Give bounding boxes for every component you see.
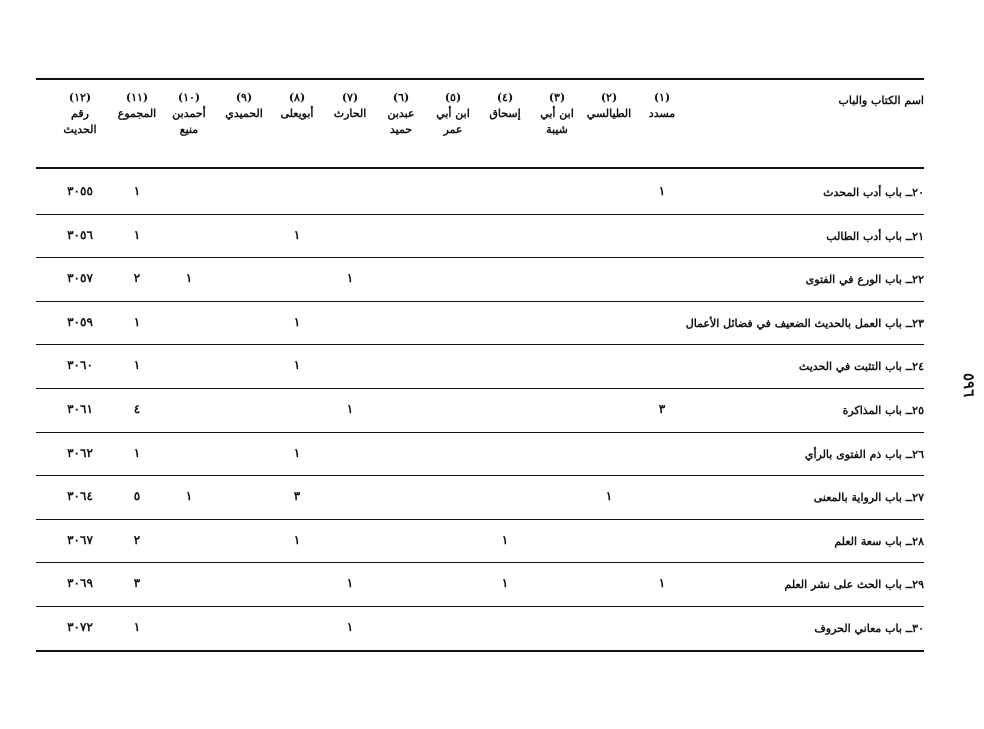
table-cell: ١ bbox=[293, 358, 301, 372]
table-cell: ١ bbox=[293, 446, 301, 460]
row-rule bbox=[36, 606, 924, 607]
column-header-8 bbox=[270, 90, 324, 122]
table-cell: ٣٠٦٢ bbox=[67, 446, 93, 460]
column-header-name: عبدبن حميد bbox=[387, 107, 415, 136]
column-header-number: (٢) bbox=[600, 91, 618, 104]
column-header-name: الحارث bbox=[333, 107, 367, 120]
row-rule bbox=[36, 432, 924, 433]
column-header-number: (٨) bbox=[288, 91, 306, 104]
table-cell: ٣٠٦١ bbox=[67, 402, 93, 416]
table-cell: ٣ bbox=[133, 576, 141, 590]
column-header-number: (٥) bbox=[444, 91, 462, 104]
row-title: ٢٤ــ باب التثبت في الحديث bbox=[798, 360, 924, 373]
column-header-number: (٣) bbox=[548, 91, 566, 104]
row-title: ٢٧ــ باب الرواية بالمعنى bbox=[813, 491, 924, 504]
column-header-11 bbox=[110, 90, 164, 122]
table-cell: ٥ bbox=[133, 489, 141, 503]
row-title: ٢٣ــ باب العمل بالحديث الضعيف في فضائل الأعمال bbox=[685, 317, 924, 330]
column-header-9 bbox=[217, 90, 271, 122]
column-header-3 bbox=[530, 90, 584, 138]
table-cell: ٢ bbox=[133, 271, 141, 285]
table-cell: ١ bbox=[133, 228, 141, 242]
row-title: ٢٢ــ باب الورع في الفتوى bbox=[805, 273, 924, 286]
table-cell: ١ bbox=[346, 620, 354, 634]
column-header-7 bbox=[323, 90, 377, 122]
column-header-number: (١٢) bbox=[68, 91, 92, 104]
row-title: ٢١ــ باب أدب الطالب bbox=[826, 230, 924, 243]
column-header-name: أبويعلى bbox=[280, 107, 314, 120]
column-header-5 bbox=[426, 90, 480, 138]
column-header-number: (٧) bbox=[341, 91, 359, 104]
row-rule bbox=[36, 475, 924, 476]
row-title: ٢٠ــ باب أدب المحدث bbox=[823, 186, 924, 199]
table-cell: ٣٠٥٩ bbox=[67, 315, 93, 329]
table-top-rule bbox=[36, 78, 924, 80]
row-rule bbox=[36, 214, 924, 215]
row-title: ٢٦ــ باب ذم الفتوى بالرأي bbox=[804, 448, 924, 461]
table-cell: ١ bbox=[346, 271, 354, 285]
table-cell: ٣ bbox=[293, 489, 301, 503]
column-header-1 bbox=[635, 90, 689, 122]
table-cell: ٣٠٥٦ bbox=[67, 228, 93, 242]
column-header-name: المجموع bbox=[117, 107, 157, 120]
column-header-name: إسحاق bbox=[489, 107, 521, 120]
row-rule bbox=[36, 257, 924, 258]
column-header-number: (٤) bbox=[496, 91, 514, 104]
row-rule bbox=[36, 301, 924, 302]
table-cell: ١ bbox=[605, 489, 613, 503]
column-header-10 bbox=[162, 90, 216, 138]
table-cell: ١ bbox=[185, 489, 193, 503]
row-rule bbox=[36, 519, 924, 520]
column-header-name: الطيالسي bbox=[586, 107, 632, 120]
table-cell: ١ bbox=[133, 184, 141, 198]
column-header-name: ابن أبي عمر bbox=[436, 107, 470, 136]
table-cell: ١ bbox=[293, 228, 301, 242]
table-cell: ١ bbox=[658, 576, 666, 590]
table-cell: ٣٠٦٩ bbox=[67, 576, 93, 590]
page-number: ٥٩٦ bbox=[960, 372, 978, 398]
table-cell: ٣٠٦٤ bbox=[67, 489, 93, 503]
column-header-name: رقم الحديث bbox=[63, 107, 97, 136]
row-title: ٢٨ــ باب سعة العلم bbox=[834, 535, 924, 548]
table-header-rule bbox=[36, 167, 924, 169]
row-title: ٢٩ــ باب الحث على نشر العلم bbox=[784, 578, 924, 591]
row-title: ٢٥ــ باب المذاكرة bbox=[842, 404, 924, 417]
table-cell: ١ bbox=[346, 402, 354, 416]
row-rule bbox=[36, 344, 924, 345]
column-header-number: (١٠) bbox=[177, 91, 201, 104]
table-cell: ١ bbox=[658, 184, 666, 198]
table-cell: ١ bbox=[501, 576, 509, 590]
column-header-title: اسم الكتاب والباب bbox=[838, 94, 924, 107]
table-cell: ١ bbox=[346, 576, 354, 590]
column-header-name: مسدد bbox=[648, 107, 676, 120]
column-header-name: أحمدبن منيع bbox=[172, 107, 206, 136]
table-cell: ٣٠٦٧ bbox=[67, 533, 93, 547]
table-cell: ١ bbox=[293, 533, 301, 547]
column-header-2 bbox=[582, 90, 636, 122]
table-cell: ٢ bbox=[133, 533, 141, 547]
table-cell: ٣٠٥٧ bbox=[67, 271, 93, 285]
row-rule bbox=[36, 562, 924, 563]
column-header-number: (٦) bbox=[392, 91, 410, 104]
column-header-4 bbox=[478, 90, 532, 122]
table-cell: ١ bbox=[501, 533, 509, 547]
table-cell: ٤ bbox=[133, 402, 141, 416]
column-header-number: (١١) bbox=[125, 91, 149, 104]
column-header-6 bbox=[374, 90, 428, 138]
table-cell: ٣ bbox=[658, 402, 666, 416]
table-cell: ٣٠٧٢ bbox=[67, 620, 93, 634]
table-cell: ١ bbox=[185, 271, 193, 285]
column-header-name: ابن أبي شيبة bbox=[540, 107, 574, 136]
table-cell: ١ bbox=[293, 315, 301, 329]
column-header-name: الحميدي bbox=[225, 107, 263, 120]
table-cell: ١ bbox=[133, 446, 141, 460]
table-cell: ١ bbox=[133, 358, 141, 372]
row-rule bbox=[36, 388, 924, 389]
table-cell: ١ bbox=[133, 620, 141, 634]
row-rule bbox=[36, 650, 924, 652]
table-cell: ٣٠٥٥ bbox=[67, 184, 93, 198]
column-header-12 bbox=[53, 90, 107, 138]
column-header-number: (٩) bbox=[235, 91, 253, 104]
row-title: ٣٠ــ باب معاني الحروف bbox=[814, 622, 924, 635]
table-cell: ٣٠٦٠ bbox=[67, 358, 93, 372]
column-header-number: (١) bbox=[653, 91, 671, 104]
table-cell: ١ bbox=[133, 315, 141, 329]
